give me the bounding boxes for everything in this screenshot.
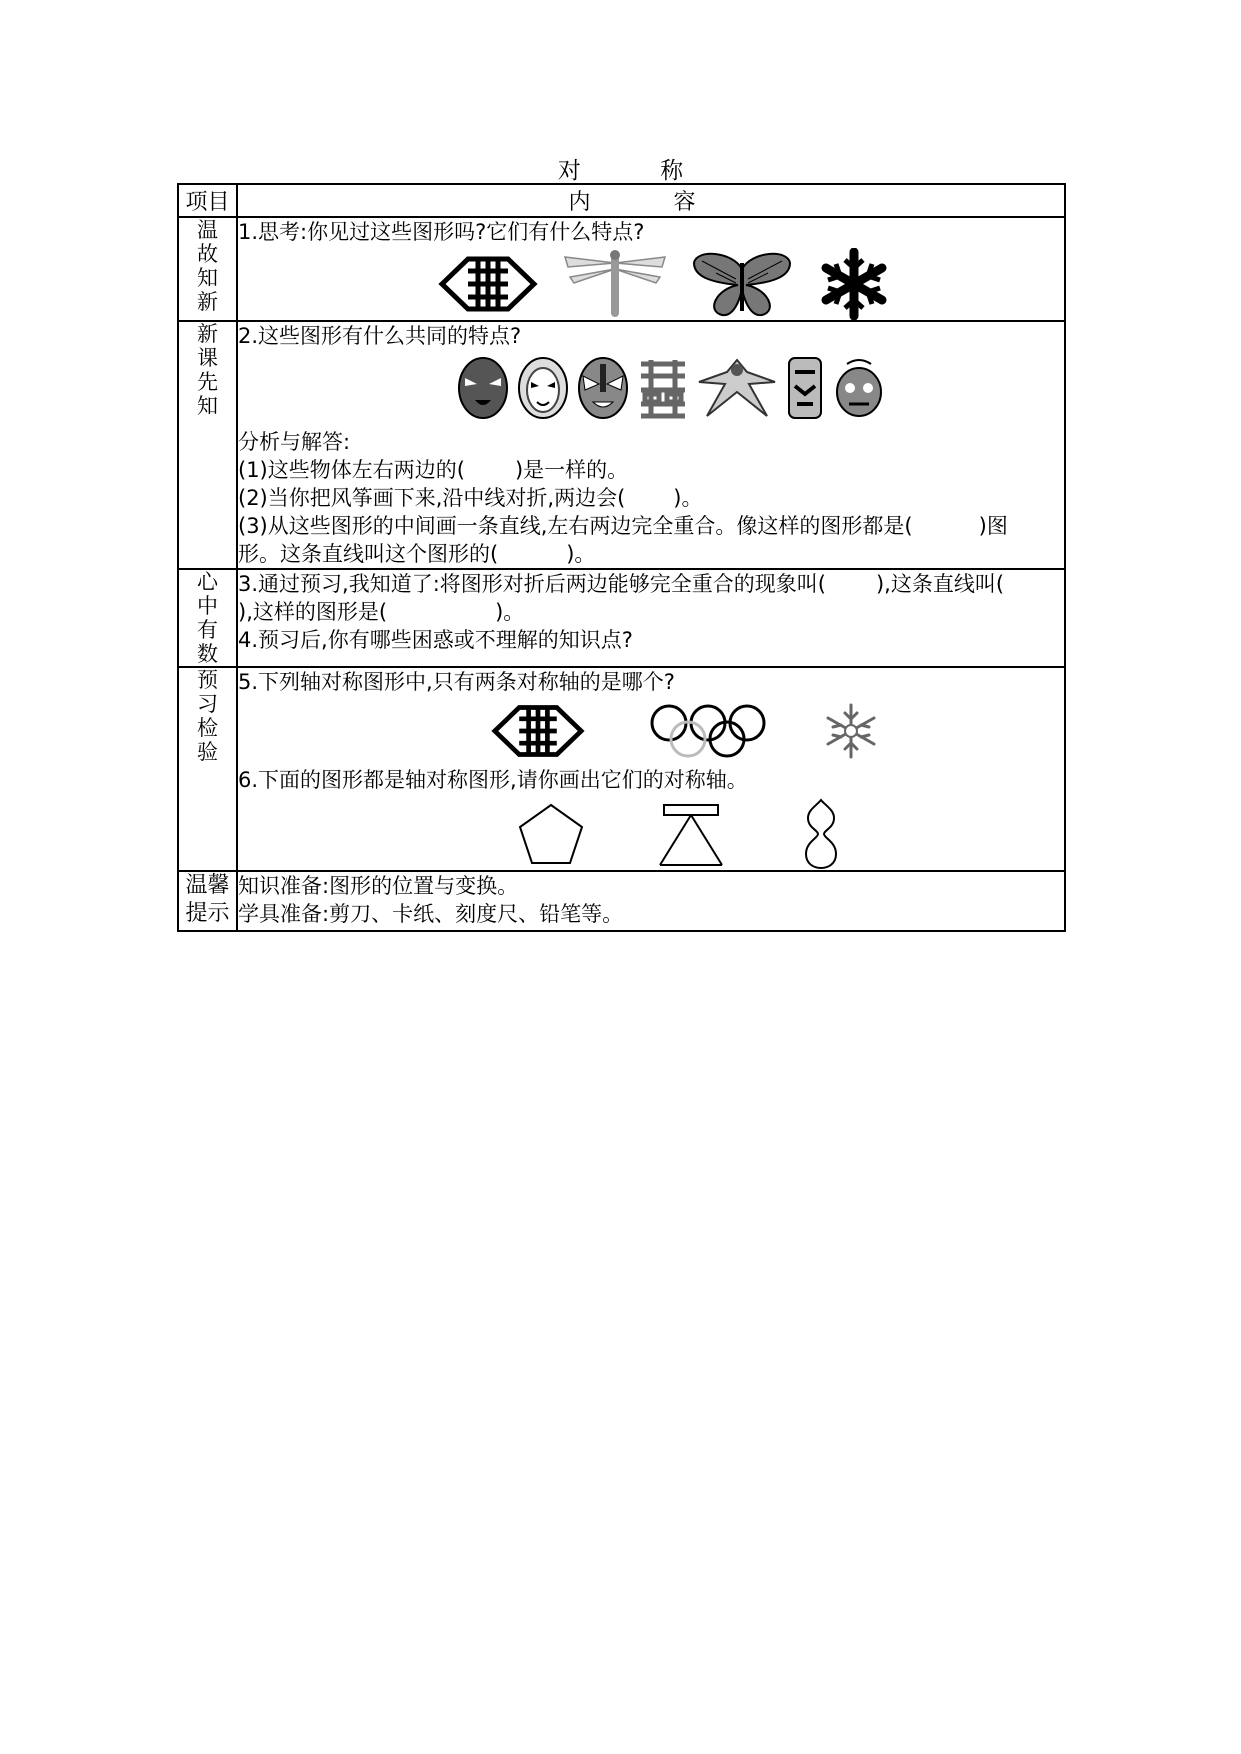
- header-item: 项目: [178, 184, 237, 217]
- vase-outline-icon: [796, 798, 846, 870]
- figure-row-5: [298, 700, 1064, 762]
- category-new-lesson: 新课先知: [178, 321, 237, 569]
- answer-2: (2)当你把风筝画下来,沿中线对折,两边会( )。: [238, 486, 703, 510]
- triangle-bar-icon: [656, 801, 726, 867]
- row-tips: [178, 871, 1065, 931]
- snowflake-icon: [823, 700, 879, 762]
- question-6: 6.下面的图形都是轴对称图形,请你画出它们的对称轴。: [238, 768, 748, 792]
- question-5: 5.下列轴对称图形中,只有两条对称轴的是哪个?: [238, 670, 675, 694]
- mask-4-icon: [833, 356, 885, 420]
- dragonfly-icon: [560, 249, 670, 319]
- content-tips: [237, 871, 1065, 931]
- content-review: [237, 217, 1065, 321]
- question-1: 1.思考:你见过这些图形吗?它们有什么特点?: [238, 220, 645, 244]
- content-check: [237, 667, 1065, 871]
- answer-3: (3)从这些图形的中间画一条直线,左右两边完全重合。像这样的图形都是( )图: [238, 514, 1008, 538]
- snowflake-icon: [814, 248, 894, 320]
- row-understanding: [178, 569, 1065, 667]
- olympic-rings-icon: [649, 703, 767, 759]
- opera-mask-3-icon: [577, 356, 629, 420]
- question-3: 3.通过预习,我知道了:将图形对折后两边能够完全重合的现象叫( ),这条直线叫(: [238, 572, 1005, 596]
- question-4: 4.预习后,你有哪些困惑或不理解的知识点?: [238, 628, 633, 652]
- content-new-lesson: [237, 321, 1065, 569]
- row-review: [178, 217, 1065, 321]
- chinese-knot-icon: [483, 700, 593, 762]
- figure-row-2: [278, 356, 1064, 420]
- butterfly-icon: [692, 249, 792, 319]
- answer-3-cont: 形。这条直线叫这个图形的( )。: [238, 542, 596, 566]
- category-understanding: 心中有数: [178, 569, 237, 667]
- figure-row-6: [298, 798, 1064, 870]
- row-check: [178, 667, 1065, 871]
- category-tips: 温馨提示: [178, 871, 237, 931]
- opera-mask-2-icon: [517, 356, 569, 420]
- question-2: 2.这些图形有什么共同的特点?: [238, 324, 522, 348]
- analysis-label: 分析与解答:: [238, 430, 351, 454]
- chinese-knot-icon: [438, 251, 538, 317]
- double-happiness-icon: [637, 356, 689, 420]
- answer-1: (1)这些物体左右两边的( )是一样的。: [238, 458, 629, 482]
- opera-mask-1-icon: [457, 356, 509, 420]
- page-title: 对 称: [557, 158, 720, 184]
- kite-icon: [697, 356, 777, 420]
- worksheet-table: [177, 183, 1066, 932]
- category-review: 温故知新: [178, 217, 237, 321]
- tip-knowledge: 知识准备:图形的位置与变换。: [238, 874, 519, 898]
- header-row: [178, 184, 1065, 217]
- row-new-lesson: [178, 321, 1065, 569]
- pentagon-icon: [516, 801, 586, 867]
- header-content: 内 容: [237, 184, 1065, 217]
- totem-icon: [785, 356, 825, 420]
- figure-row-1: [268, 248, 1064, 320]
- category-check: 预习检验: [178, 667, 237, 871]
- content-understanding: [237, 569, 1065, 667]
- tip-tools: 学具准备:剪刀、卡纸、刻度尺、铅笔等。: [238, 902, 624, 926]
- question-3-cont: ),这样的图形是( )。: [238, 600, 525, 624]
